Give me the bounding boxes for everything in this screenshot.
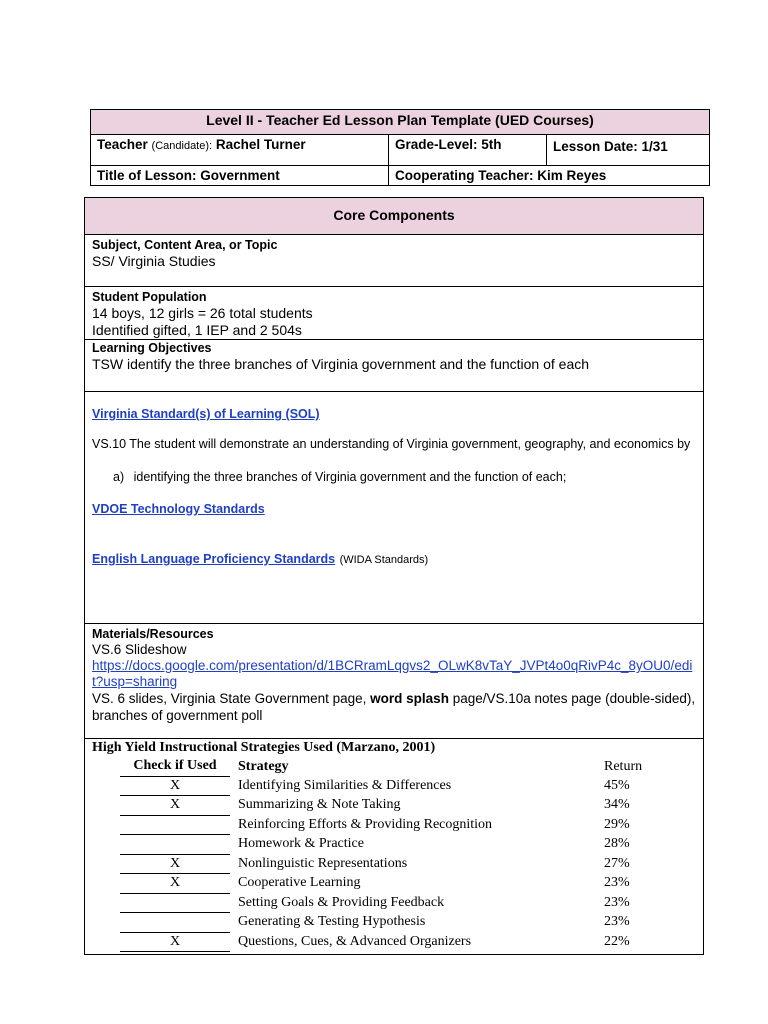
- check-cell: X: [120, 874, 230, 894]
- teacher-label: Teacher: [97, 137, 148, 152]
- template-title: Level II - Teacher Ed Lesson Plan Template (UED Courses): [91, 110, 710, 135]
- table-row: [120, 835, 674, 855]
- table-row: [120, 796, 674, 816]
- population-line1: 14 boys, 12 girls = 26 total students: [92, 305, 313, 321]
- sol-item-text: identifying the three branches of Virginia government and the function of each;: [133, 470, 567, 484]
- sol-item: [92, 468, 696, 486]
- lesson-title: Title of Lesson: Government: [91, 166, 389, 186]
- return-value: 34%: [604, 797, 630, 813]
- materials-text-b: page/VS.10a notes page (double-sided), branches of government poll: [92, 691, 696, 723]
- grade-level: Grade-Level: 5th: [389, 135, 547, 166]
- strategy-name: Identifying Similarities & Differences: [238, 777, 452, 793]
- subject-value: SS/ Virginia Studies: [92, 253, 216, 269]
- table-row: [120, 815, 674, 835]
- check-cell: [120, 913, 230, 933]
- strategy-name: Questions, Cues, & Advanced Organizers: [238, 933, 472, 949]
- lesson-date: Lesson Date: 1/31: [547, 135, 710, 166]
- strategies-heading: High Yield Instructional Strategies Used (Marzano, 2001): [92, 740, 436, 755]
- subject-label: Subject, Content Area, or Topic: [92, 238, 278, 252]
- return-value: 22%: [604, 933, 630, 949]
- check-cell: [120, 893, 230, 913]
- check-cell: [120, 835, 230, 855]
- elp-line: [92, 550, 696, 568]
- col-return: Return: [604, 758, 643, 774]
- table-row: [120, 776, 674, 796]
- strategy-name: Homework & Practice: [238, 836, 364, 852]
- strategy-name: Reinforcing Efforts & Providing Recognition: [238, 816, 493, 832]
- col-strategy: Strategy: [238, 758, 289, 774]
- candidate-label: (Candidate):: [151, 140, 213, 152]
- strategy-name: Generating & Testing Hypothesis: [238, 914, 426, 930]
- objectives-label: Learning Objectives: [92, 341, 212, 355]
- materials-bold: word splash: [370, 691, 449, 706]
- strategies-table: [120, 757, 674, 952]
- objectives-value: TSW identify the three branches of Virginia government and the function of each: [92, 356, 590, 372]
- return-value: 45%: [604, 777, 630, 793]
- population-line2: Identified gifted, 1 IEP and 2 504s: [92, 322, 302, 338]
- strategy-name: Setting Goals & Providing Feedback: [238, 894, 445, 910]
- check-cell: [120, 815, 230, 835]
- strategies-section: [85, 739, 703, 954]
- header-table: [90, 109, 710, 186]
- standards-section: [85, 392, 703, 624]
- table-row: [120, 854, 674, 874]
- sol-text: VS.10 The student will demonstrate an understanding of Virginia government, geography, and economics by: [92, 437, 691, 451]
- materials-label: Materials/Resources: [92, 627, 214, 641]
- cooperating-teacher: Cooperating Teacher: Kim Reyes: [389, 166, 710, 186]
- check-cell: X: [120, 796, 230, 816]
- vdoe-link[interactable]: VDOE Technology Standards: [92, 502, 265, 516]
- core-components: [84, 197, 704, 955]
- check-cell: X: [120, 932, 230, 952]
- materials-line1: VS.6 Slideshow: [92, 642, 187, 657]
- check-cell: X: [120, 776, 230, 796]
- strategy-name: Summarizing & Note Taking: [238, 797, 401, 813]
- materials-text: [92, 690, 696, 724]
- sol-link[interactable]: Virginia Standard(s) of Learning (SOL): [92, 407, 320, 421]
- table-row: [120, 932, 674, 952]
- teacher-cell: [91, 135, 389, 166]
- objectives-section: [85, 340, 703, 392]
- return-value: 23%: [604, 875, 630, 891]
- strategy-name: Cooperative Learning: [238, 875, 361, 891]
- table-row: [120, 874, 674, 894]
- return-value: 28%: [604, 836, 630, 852]
- strategy-name: Nonlinguistic Representations: [238, 855, 408, 871]
- strategies-header-row: [120, 757, 674, 776]
- materials-url[interactable]: https://docs.google.com/presentation/d/1BCRramLqgvs2_OLwK8vTaY_JVPt4o0qRivP4c_8yOU0/edit?usp=sharing: [92, 658, 693, 689]
- population-label: Student Population: [92, 290, 207, 304]
- elp-note: (WIDA Standards): [339, 554, 429, 566]
- materials-section: [85, 624, 703, 739]
- population-section: [85, 287, 703, 340]
- core-heading: Core Components: [85, 198, 703, 235]
- return-value: 27%: [604, 855, 630, 871]
- subject-section: [85, 235, 703, 287]
- check-cell: X: [120, 854, 230, 874]
- teacher-name: Rachel Turner: [215, 137, 306, 152]
- return-value: 23%: [604, 894, 630, 910]
- materials-text-a: VS. 6 slides, Virginia State Government page,: [92, 691, 367, 706]
- table-row: [120, 893, 674, 913]
- col-check: Check if Used: [120, 757, 230, 776]
- table-row: [120, 913, 674, 933]
- elp-link[interactable]: English Language Proficiency Standards: [92, 552, 336, 566]
- return-value: 23%: [604, 914, 630, 930]
- return-value: 29%: [604, 816, 630, 832]
- sol-item-marker: a): [113, 470, 125, 484]
